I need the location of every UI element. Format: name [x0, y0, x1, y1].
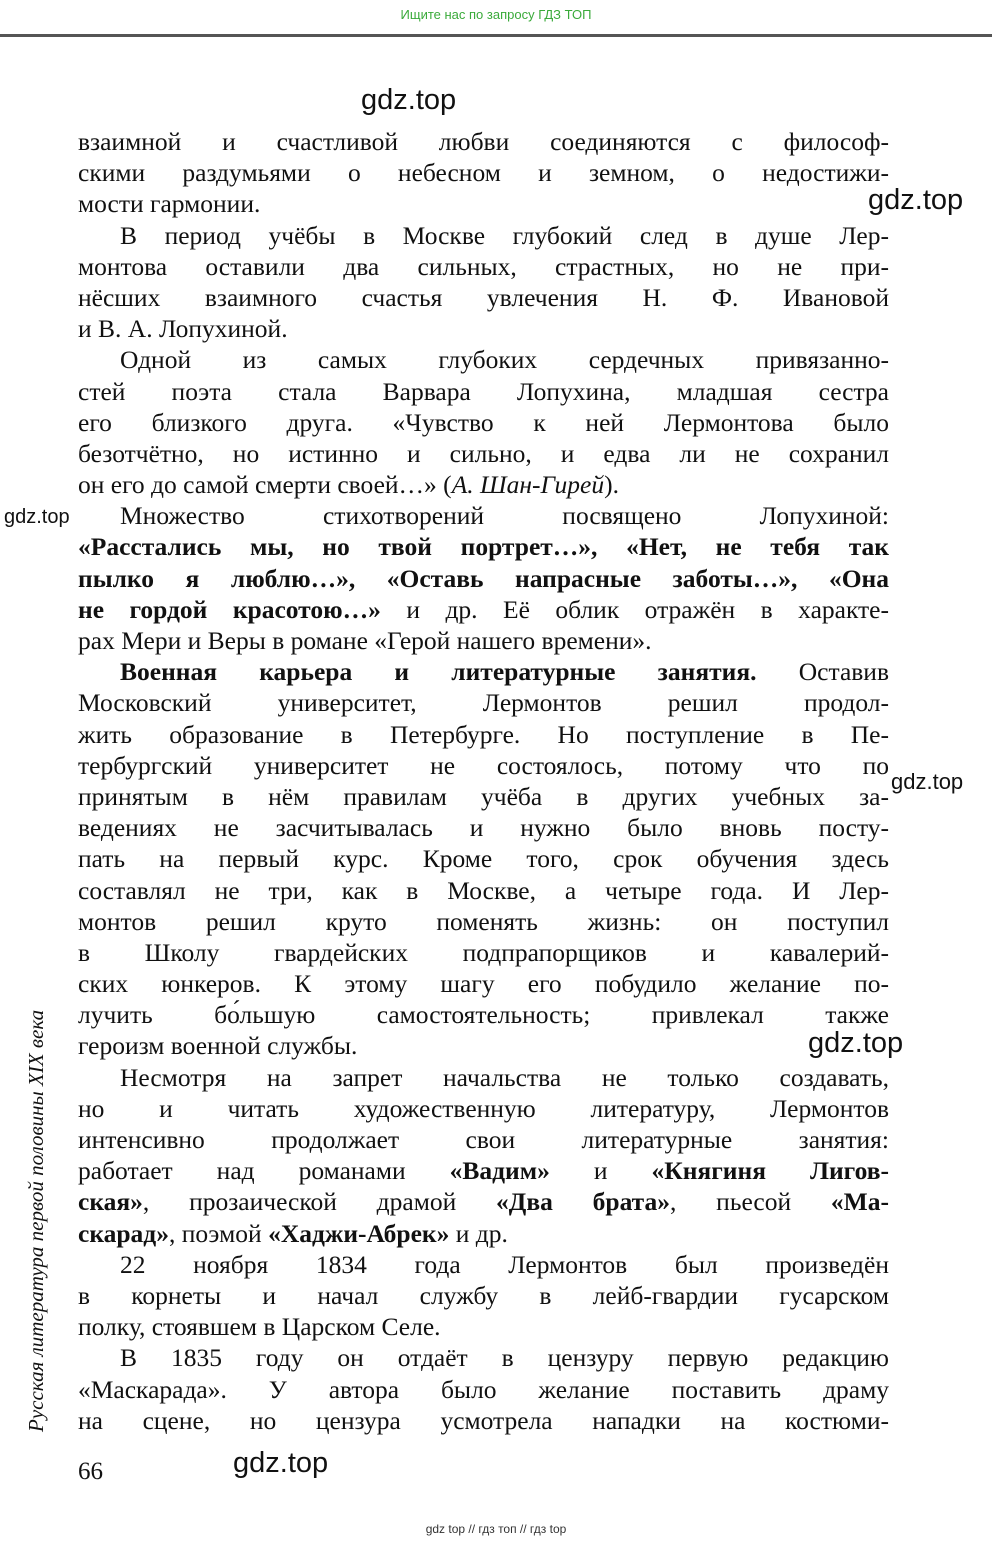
text-line: [78, 500, 889, 531]
text-line: [78, 781, 889, 812]
text-line: [78, 407, 889, 438]
text-line: [78, 1124, 889, 1155]
text-line: [78, 282, 889, 313]
text-line: [78, 251, 889, 282]
text-segment: скими раздумьями о небесном и земном, о недостижи-: [78, 158, 889, 188]
text-line: [78, 625, 889, 656]
text-line: [78, 1249, 889, 1280]
bold-text: «Расстались мы, но твой портрет…», «Нет, не тебя так: [78, 532, 889, 562]
text-line: [78, 563, 889, 594]
text-segment: работает над романами: [78, 1156, 450, 1186]
text-segment: стей поэта стала Варвара Лопухина, младшая сестра: [78, 376, 889, 406]
watermark: gdz.top: [891, 769, 964, 794]
bold-text: «Вадим»: [449, 1156, 550, 1186]
text-segment: Одной из самых глубоких сердечных привязанно-: [120, 345, 889, 375]
text-line: [78, 1093, 889, 1124]
text-line: [78, 594, 889, 625]
text-line: [78, 220, 889, 251]
text-segment: ских юнкеров. К этому шагу его побудило желание по-: [78, 969, 889, 999]
text-line: [78, 875, 889, 906]
watermark: gdz.top: [4, 506, 70, 528]
watermark: gdz.top: [868, 184, 964, 216]
text-segment: ).: [604, 470, 619, 500]
search-banner: Ищите нас по запросу ГДЗ ТОП: [400, 7, 592, 22]
page-number: 66: [78, 1458, 103, 1485]
text-line: [78, 1280, 889, 1311]
text-line: [78, 344, 889, 375]
text-line: [78, 438, 889, 469]
text-line: [78, 843, 889, 874]
text-segment: в Школу гвардейских подпрапорщиков и кавалерий-: [78, 937, 889, 967]
text-segment: но и читать художественную литературу, Лермонтов: [78, 1093, 889, 1123]
text-segment: и В. А. Лопухиной.: [78, 314, 288, 344]
text-segment: безотчётно, но истинно и сильно, и едва ли не сохранил: [78, 438, 889, 468]
text-segment: «Маскарада». У автора было желание поставить драму: [78, 1374, 889, 1404]
text-line: [78, 531, 889, 562]
text-segment: , поэмой: [168, 1218, 269, 1248]
text-segment: монтова оставили два сильных, страстных, но не при-: [78, 251, 889, 281]
text-segment: , пьесой: [670, 1187, 831, 1217]
text-line: [78, 999, 889, 1030]
text-line: [78, 1062, 889, 1093]
text-segment: лучить бо́льшую самостоятельность; привлекал также: [78, 1000, 889, 1030]
text-line: [78, 656, 889, 687]
side-running-title: Русская литература первой половины XIX века: [24, 1009, 48, 1432]
bold-text: Военная карьера и литературные занятия.: [120, 657, 757, 687]
text-segment: тербургский университет не состоялось, потому что по: [78, 750, 889, 780]
page-body-text: [78, 126, 889, 1436]
bold-text: «Хаджи-Абрек»: [268, 1218, 450, 1248]
text-segment: Несмотря на запрет начальства не только создавать,: [120, 1062, 889, 1092]
text-segment: и др.: [449, 1218, 508, 1248]
watermark: gdz.top: [808, 1027, 904, 1059]
text-line: [78, 687, 889, 718]
watermark: gdz.top: [233, 1447, 329, 1479]
bold-text: «Ма-: [830, 1187, 889, 1217]
text-segment: 22 ноября 1834 года Лермонтов был произведён: [120, 1249, 889, 1279]
text-line: [78, 313, 889, 344]
text-line: [78, 1030, 889, 1061]
bold-text: ская»: [78, 1187, 143, 1217]
text-segment: составлял не три, как в Москве, а четыре года. И Лер-: [78, 875, 889, 905]
text-line: [78, 126, 889, 157]
text-line: [78, 469, 889, 500]
italic-text: А. Шан-Гирей: [451, 470, 605, 500]
text-line: [78, 188, 889, 219]
text-segment: взаимной и счастливой любви соединяются с философ-: [78, 127, 889, 156]
watermark: gdz.top: [361, 84, 457, 116]
text-segment: нёсших взаимного счастья увлечения Н. Ф. Ивановой: [78, 282, 889, 312]
text-segment: мости гармонии.: [78, 189, 261, 219]
text-segment: и др. Её облик отражён в характе-: [380, 594, 889, 624]
text-segment: его близкого друга. «Чувство к ней Лермонтова было: [78, 407, 889, 437]
text-segment: жить образование в Петербурге. Но поступление в Пе-: [78, 719, 889, 749]
text-segment: в корнеты и начал службу в лейб-гвардии гусарском: [78, 1280, 889, 1310]
text-line: [78, 750, 889, 781]
top-divider: [0, 34, 992, 37]
text-line: [78, 376, 889, 407]
text-segment: принятым в нём правилам учёба в других учебных за-: [78, 781, 889, 811]
text-segment: на сцене, но цензура усмотрела нападки на костюми-: [78, 1405, 889, 1435]
text-line: [78, 1218, 889, 1249]
text-line: [78, 812, 889, 843]
text-line: [78, 1311, 889, 1342]
text-line: [78, 1374, 889, 1405]
text-segment: Московский университет, Лермонтов решил продол-: [78, 688, 889, 718]
text-segment: интенсивно продолжает свои литературные занятия:: [78, 1125, 889, 1154]
text-line: [78, 1342, 889, 1373]
text-segment: полку, стоявшем в Царском Селе.: [78, 1312, 441, 1342]
text-line: [78, 1405, 889, 1436]
text-segment: В период учёбы в Москве глубокий след в душе Лер-: [120, 220, 889, 250]
text-line: [78, 1155, 889, 1186]
footer-links: gdz top // гдз топ // гдз top: [425, 1522, 567, 1536]
text-segment: ведениях не засчитывалась и нужно было вновь посту-: [78, 813, 889, 843]
bold-text: «Два брата»: [496, 1187, 670, 1217]
text-segment: , прозаической драмой: [142, 1187, 497, 1217]
text-segment: и: [549, 1156, 652, 1186]
bold-text: «Княгиня Лигов-: [651, 1156, 889, 1186]
text-segment: монтов решил круто поменять жизнь: он поступил: [78, 906, 889, 936]
bold-text: не гордой красотою…»: [78, 594, 381, 624]
text-segment: Множество стихотворений посвящено Лопухиной:: [120, 501, 889, 531]
text-line: [78, 968, 889, 999]
text-segment: Оставив: [756, 657, 889, 687]
bold-text: пылко я люблю…», «Оставь напрасные заботы…», «Она: [78, 563, 889, 593]
text-segment: В 1835 году он отдаёт в цензуру первую редакцию: [120, 1343, 889, 1373]
text-segment: героизм военной службы.: [78, 1031, 358, 1061]
text-line: [78, 157, 889, 188]
text-segment: рах Мери и Веры в романе «Герой нашего времени».: [78, 626, 652, 655]
bold-text: скарад»: [78, 1218, 169, 1248]
text-line: [78, 937, 889, 968]
text-line: [78, 719, 889, 750]
text-segment: пать на первый курс. Кроме того, срок обучения здесь: [78, 844, 889, 874]
text-line: [78, 1186, 889, 1217]
text-line: [78, 906, 889, 937]
text-segment: он его до самой смерти своей…» (: [78, 470, 452, 500]
